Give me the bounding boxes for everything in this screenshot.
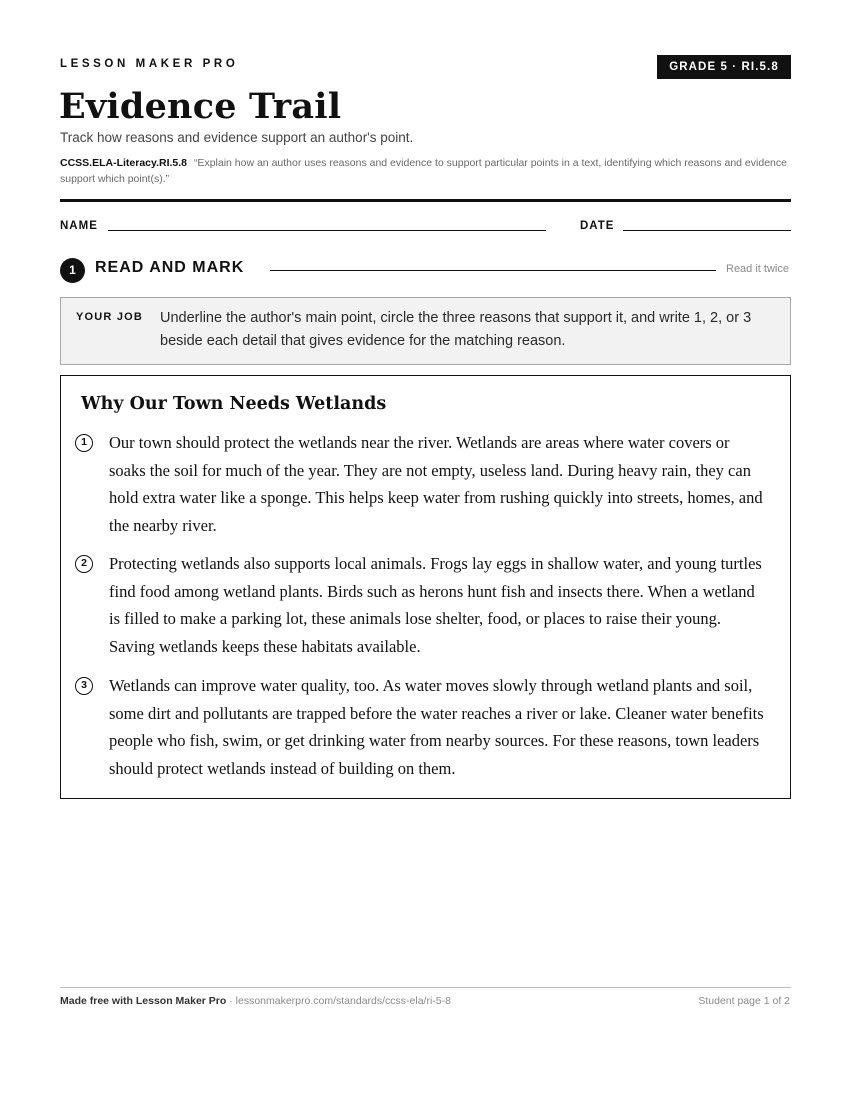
paragraph-number-badge: 3 <box>75 677 93 695</box>
reading-passage <box>60 375 791 799</box>
paragraph-text: Our town should protect the wetlands near the river. Wetlands are areas where water covers or soaks the soil for much of the year. They are not empty, useless land. During heavy rain, they can hold extra water like a sponge. This helps keep water from rushing quickly into streets, homes, and the nearby river. <box>109 433 763 535</box>
footer-divider <box>60 987 791 988</box>
name-label: NAME <box>60 220 98 232</box>
date-label: DATE <box>580 220 615 232</box>
paragraph-number-badge: 1 <box>75 434 93 452</box>
brand-name: LESSON MAKER PRO <box>60 58 239 70</box>
footer-made-with: Made free with Lesson Maker Pro <box>60 995 227 1007</box>
footer-url: · lessonmakerpro.com/standards/ccss-ela/ri-5-8 <box>226 995 451 1007</box>
grade-badge: GRADE 5 · RI.5.8 <box>657 55 791 79</box>
header-divider <box>60 199 791 202</box>
section-note: Read it twice <box>726 263 789 275</box>
instructions-box <box>60 297 791 365</box>
passage-title: Why Our Town Needs Wetlands <box>81 394 387 414</box>
footer-credit <box>60 995 451 1007</box>
standard-text: “Explain how an author uses reasons and evidence to support particular points in a text, identifying which reasons and evidence support which point(s).” <box>60 157 787 185</box>
instructions-label: YOUR JOB <box>76 311 144 323</box>
section-rule <box>270 270 716 271</box>
section-title: READ AND MARK <box>95 259 245 276</box>
name-line <box>108 230 546 231</box>
page-title: Evidence Trail <box>59 86 342 127</box>
page-subtitle: Track how reasons and evidence support an author's point. <box>60 130 414 145</box>
paragraph-number-badge: 2 <box>75 555 93 573</box>
footer-page-number: Student page 1 of 2 <box>698 995 790 1007</box>
standard-code: CCSS.ELA-Literacy.RI.5.8 <box>60 157 188 169</box>
instructions-text: Underline the author's main point, circle the three reasons that support it, and write 1, 2, or 3 beside each detail that gives evidence for the matching reason. <box>160 310 752 349</box>
paragraph-text: Protecting wetlands also supports local animals. Frogs lay eggs in shallow water, and young turtles find food among wetland plants. Birds such as herons hunt fish and insects there. When a wetland is filled to make a parking lot, these animals lose shelter, food, or places to raise their young. Saving wetlands keeps these habitats available. <box>109 554 762 656</box>
standard-description <box>60 155 790 187</box>
section-number-badge: 1 <box>60 258 85 283</box>
date-line <box>623 230 791 231</box>
paragraph-text: Wetlands can improve water quality, too. As water moves slowly through wetland plants and soil, some dirt and pollutants are trapped before the water reaches a river or lake. Cleaner water benefits people who fish, swim, or get drinking water from nearby sources. For these reasons, town leaders should protect wetlands instead of building on them. <box>109 676 764 778</box>
